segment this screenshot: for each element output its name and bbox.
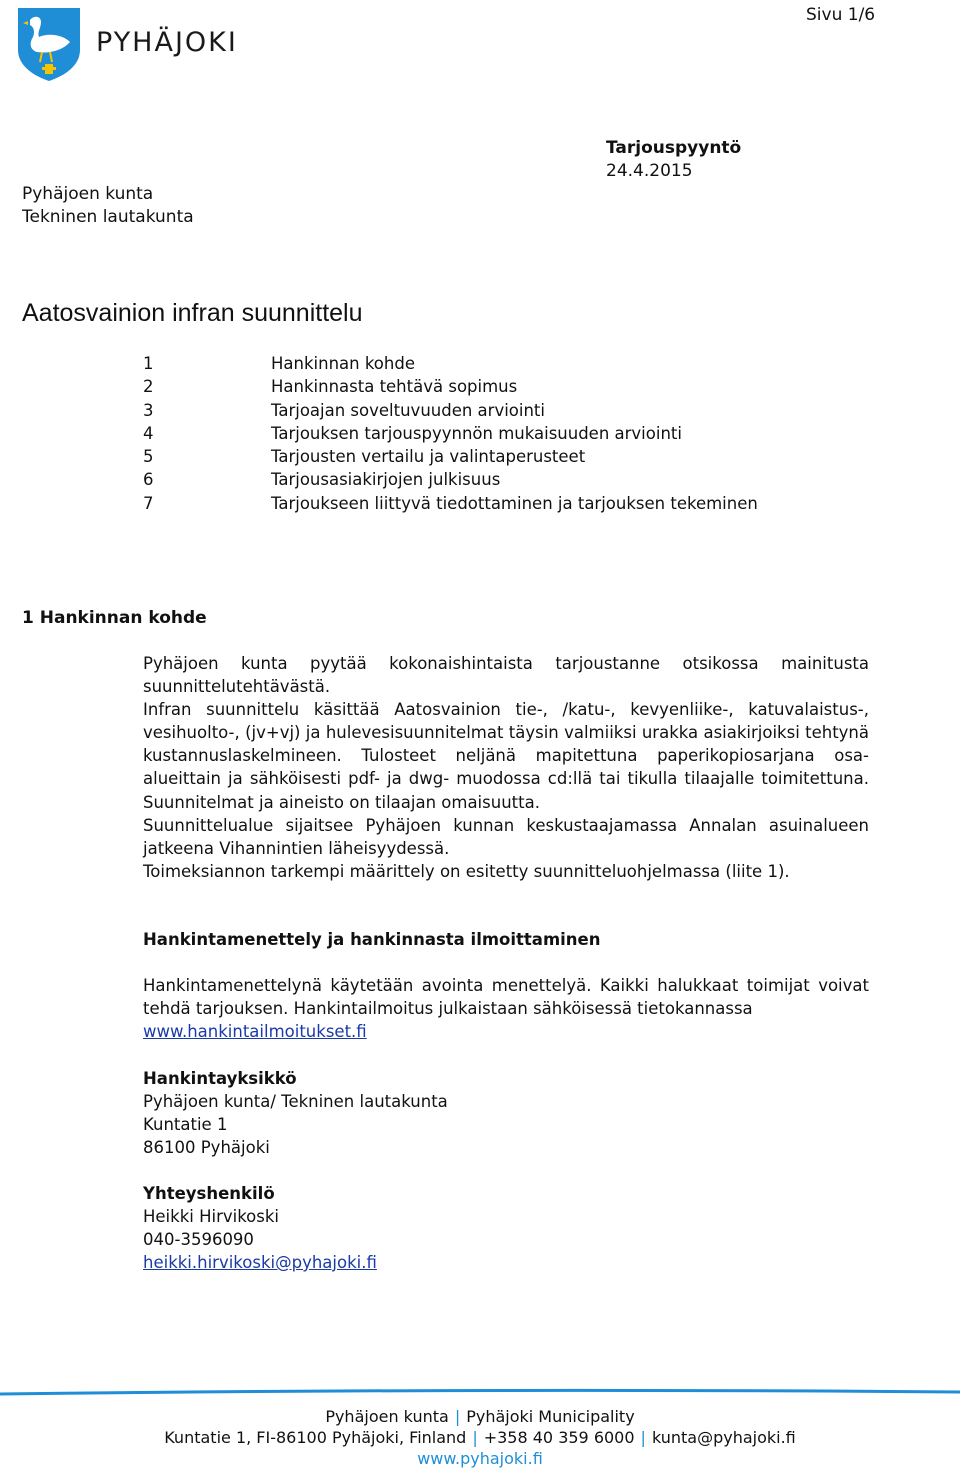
toc-number: 3	[143, 400, 154, 420]
sender-line: Tekninen lautakunta	[22, 207, 194, 227]
contact-email-link[interactable]: heikki.hirvikoski@pyhajoki.fi	[143, 1253, 377, 1272]
unit-heading: Hankintayksikkö	[143, 1069, 297, 1088]
unit-line: Kuntatie 1	[143, 1115, 228, 1134]
footer-phone: +358 40 359 6000	[483, 1428, 635, 1447]
toc-text: Hankinnasta tehtävä sopimus	[271, 377, 518, 397]
toc-number: 1	[143, 354, 154, 373]
toc-number: 2	[143, 377, 154, 397]
sender-block	[22, 183, 194, 229]
footer-email: kunta@pyhajoki.fi	[651, 1428, 796, 1447]
sender-line: Pyhäjoen kunta	[22, 184, 154, 204]
procedure-body	[143, 974, 869, 1043]
footer-separator: |	[640, 1428, 646, 1447]
footer-line	[0, 1406, 960, 1428]
procurement-notice-link[interactable]: www.hankintailmoitukset.fi	[143, 1022, 367, 1042]
toc-text: Hankinnan kohde	[271, 354, 415, 373]
paragraph: Toimeksiannon tarkempi määrittely on esitetty suunnitteluohjelmassa (liite 1).	[143, 861, 790, 881]
toc-text: Tarjoukseen liittyvä tiedottaminen ja tarjouksen tekeminen	[271, 493, 758, 513]
brand-wordmark: PYHÄJOKI	[96, 27, 238, 58]
toc-text: Tarjouksen tarjouspyynnön mukaisuuden arviointi	[271, 423, 682, 443]
toc-number: 7	[143, 493, 154, 513]
toc-text: Tarjousasiakirjojen julkisuus	[271, 470, 501, 490]
footer-divider	[0, 1386, 960, 1400]
section-heading: 1 Hankinnan kohde	[22, 608, 207, 628]
contact-name: Heikki Hirvikoski	[143, 1207, 280, 1226]
subsection-heading: Hankintamenettely ja hankinnasta ilmoittaminen	[143, 930, 601, 949]
contact-phone: 040-3596090	[143, 1230, 254, 1249]
paragraph: Infran suunnittelu käsittää Aatosvainion tie-, /katu-, kevyenliike-, katuvalaistus-, vesihuolto-, (jv+vj) ja hulevesisuunnitelmat täysin valmiiksi urakka asiakirjoiksi tehtynä kustannuslaskelmineen. Tulosteet neljänä mapitettuna paperikopiosarjana osa-alueittain ja sähköisesti pdf- ja dwg- muodossa cd:llä tai tikulla tilaajalle toimitettuna. Suunnitelmat ja aineisto on tilaajan omaisuutta.	[143, 700, 869, 812]
toc-number: 5	[143, 447, 154, 467]
footer-line	[0, 1427, 960, 1449]
municipality-coat-of-arms-icon	[16, 6, 82, 82]
footer-address: Kuntatie 1, FI-86100 Pyhäjoki, Finland	[164, 1428, 467, 1447]
contact-person-block	[143, 1182, 377, 1274]
paragraph: Pyhäjoen kunta pyytää kokonaishintaista tarjoustanne otsikossa mainitusta suunnittelutehtävästä.	[143, 654, 869, 697]
document-date: 24.4.2015	[606, 161, 693, 181]
footer-separator: |	[454, 1407, 461, 1426]
section-body	[143, 652, 869, 883]
unit-line: 86100 Pyhäjoki	[143, 1138, 270, 1157]
paragraph: Hankintamenettelynä käytetään avointa menettelyä. Kaikki halukkaat toimijat voivat tehdä tarjouksen. Hankintailmoitus julkaistaan sähköisessä tietokannassa	[143, 976, 869, 1019]
document-type: Tarjouspyyntö	[606, 138, 742, 158]
toc-text: Tarjoajan soveltuvuuden arviointi	[271, 400, 545, 420]
toc-text: Tarjousten vertailu ja valintaperusteet	[271, 447, 586, 467]
toc-number: 4	[143, 423, 154, 443]
footer-name-en: Pyhäjoki Municipality	[466, 1407, 635, 1426]
procurement-unit-block	[143, 1067, 448, 1159]
document-title: Aatosvainion infran suunnittelu	[22, 299, 363, 327]
paragraph: Suunnittelualue sijaitsee Pyhäjoen kunnan keskustaajamassa Annalan asuinalueen jatkeena Vihannintien läheisyydessä.	[143, 815, 869, 858]
contact-heading: Yhteyshenkilö	[143, 1184, 275, 1203]
footer-separator: |	[472, 1428, 478, 1447]
footer-name-fi: Pyhäjoen kunta	[325, 1407, 449, 1426]
page-number: Sivu 1/6	[806, 5, 876, 25]
footer-website-link[interactable]: www.pyhajoki.fi	[417, 1449, 543, 1468]
toc-number: 6	[143, 470, 154, 490]
footer-line	[0, 1448, 960, 1470]
unit-line: Pyhäjoen kunta/ Tekninen lautakunta	[143, 1092, 448, 1111]
